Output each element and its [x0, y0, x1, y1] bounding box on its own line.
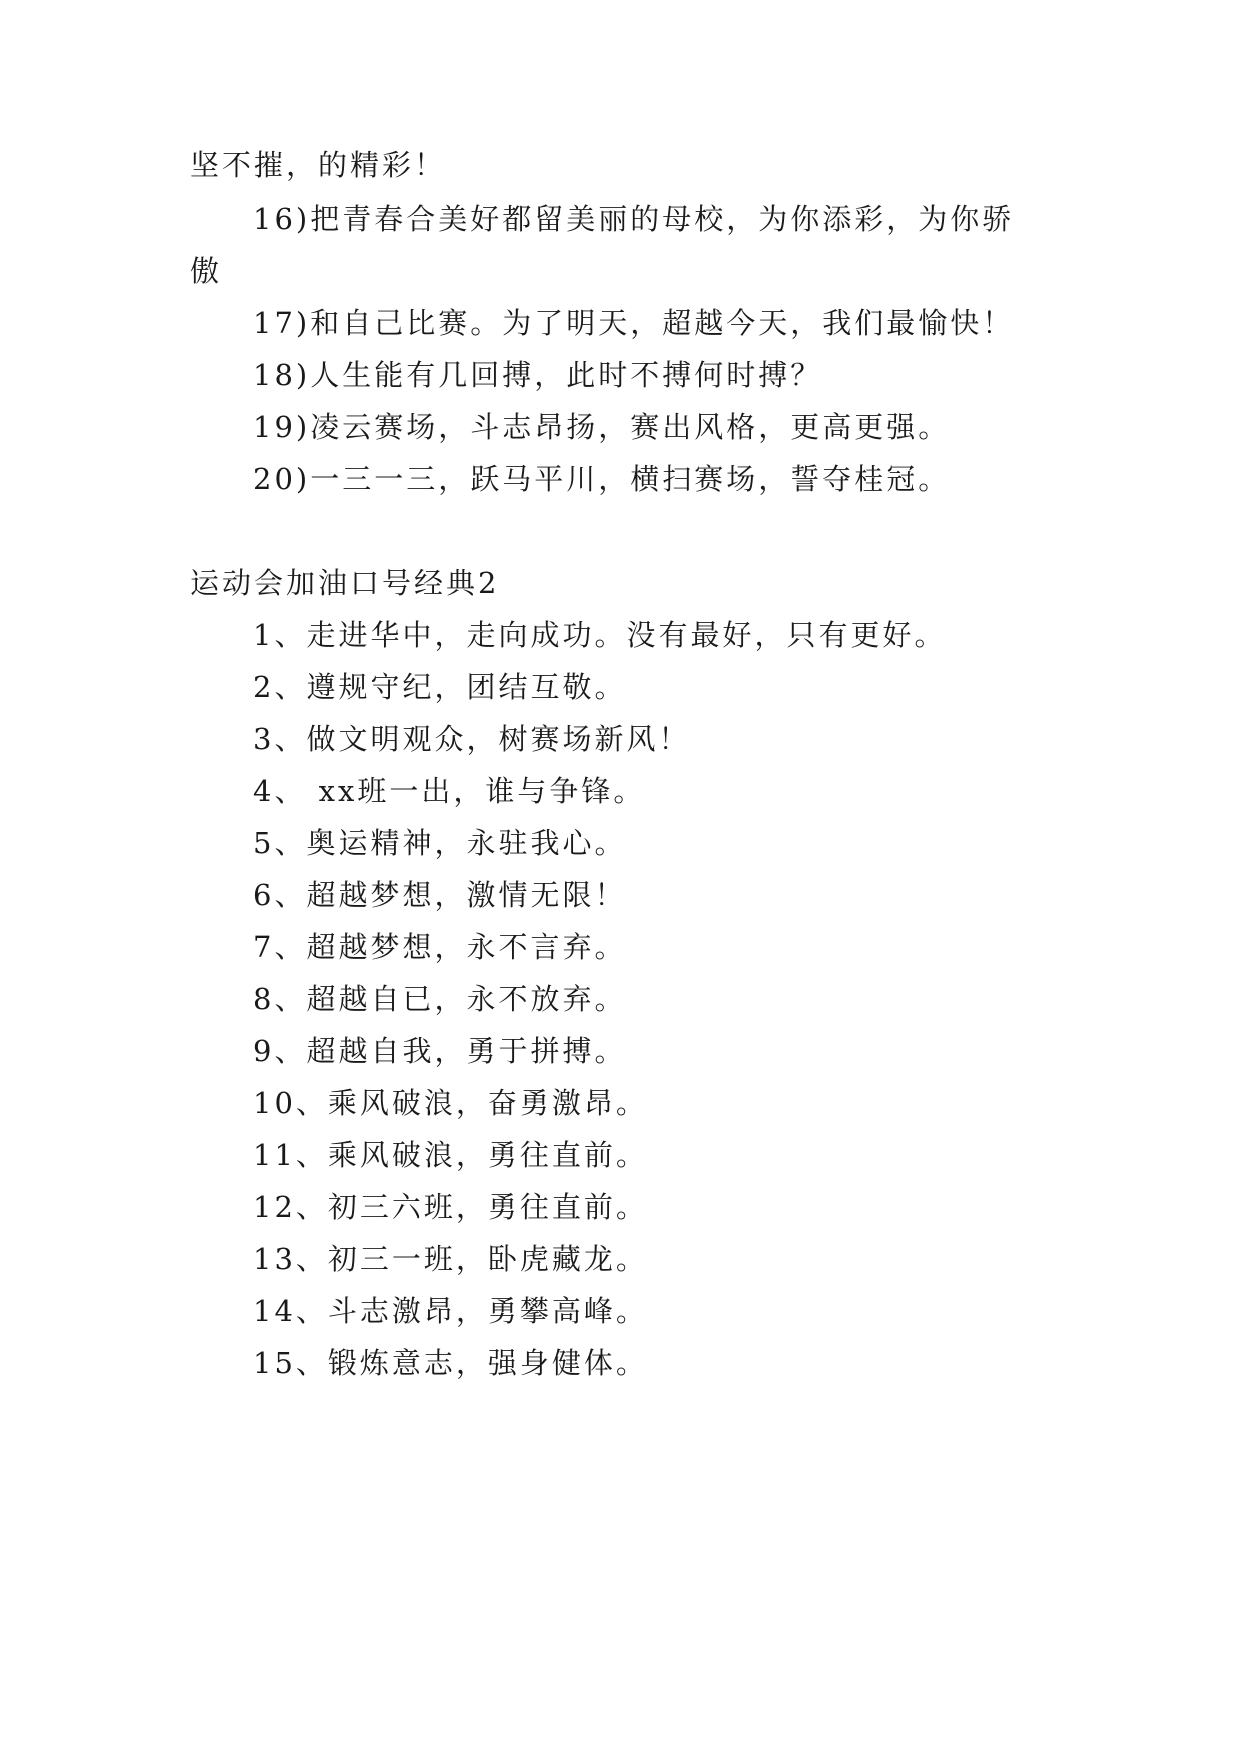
list-item: 13、初三一班，卧虎藏龙。	[253, 1242, 648, 1276]
list-item: 10、乘风破浪，奋勇激昂。	[253, 1086, 648, 1120]
list-item: 12、初三六班，勇往直前。	[253, 1190, 648, 1224]
list-item: 18)人生能有几回搏，此时不搏何时搏？	[253, 358, 823, 392]
list-item: 16)把青春合美好都留美丽的母校，为你添彩，为你骄	[253, 202, 1015, 236]
list-item: 20)一三一三，跃马平川，横扫赛场，誓夺桂冠。	[253, 462, 951, 496]
list-item: 3、做文明观众，树赛场新风！	[253, 722, 691, 756]
list-item: 1、走进华中，走向成功。没有最好，只有更好。	[253, 618, 947, 652]
list-item: 4、 xx班一出，谁与争锋。	[253, 774, 646, 808]
list-item: 5、奥运精神，永驻我心。	[253, 826, 627, 860]
list-item: 19)凌云赛场，斗志昂扬，赛出风格，更高更强。	[253, 410, 951, 444]
list-item: 7、超越梦想，永不言弃。	[253, 930, 627, 964]
list-item: 11、乘风破浪，勇往直前。	[253, 1138, 648, 1172]
list-item: 17)和自己比赛。为了明天，超越今天，我们最愉快！	[253, 306, 1015, 340]
continuation-line: 坚不摧，的精彩！	[190, 148, 447, 182]
list-item: 2、遵规守纪，团结互敬。	[253, 670, 627, 704]
list-item: 15、锻炼意志，强身健体。	[253, 1346, 648, 1380]
list-item-wrap: 傲	[190, 254, 223, 288]
list-item: 8、超越自已，永不放弃。	[253, 982, 627, 1016]
list-item: 6、超越梦想，激情无限！	[253, 878, 627, 912]
list-item: 14、斗志激昂，勇攀高峰。	[253, 1294, 648, 1328]
section-heading: 运动会加油口号经典2	[190, 566, 500, 600]
list-item: 9、超越自我，勇于拼搏。	[253, 1034, 627, 1068]
